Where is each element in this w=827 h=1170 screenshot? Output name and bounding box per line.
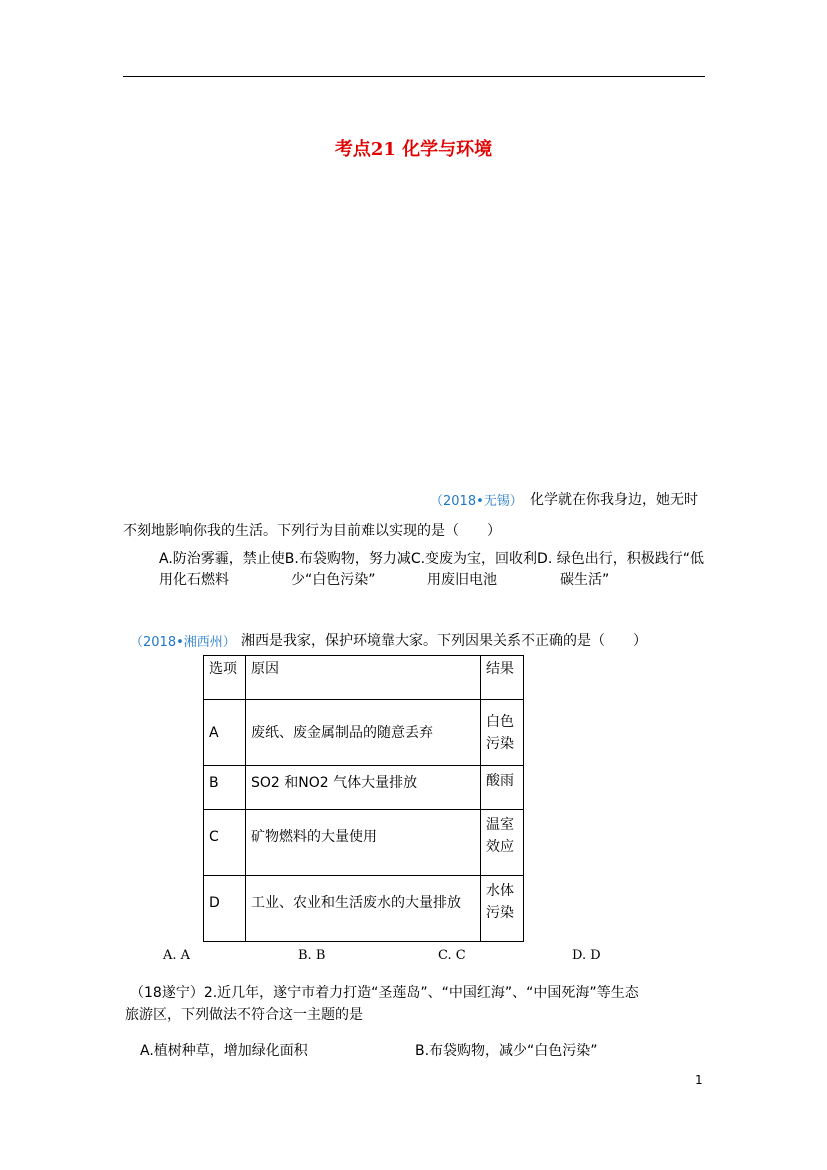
header-result: 结果 xyxy=(481,656,524,700)
row-option: D xyxy=(204,876,246,942)
q2-answer-b: B. B xyxy=(298,948,326,963)
page-number: 1 xyxy=(695,1073,703,1087)
q3-stem-line2: 旅游区，下列做法不符合这一主题的是 xyxy=(125,1007,363,1023)
row-result xyxy=(481,810,524,876)
row-result xyxy=(481,876,524,942)
header-option: 选项 xyxy=(204,656,246,700)
table-row xyxy=(204,700,524,766)
table-row xyxy=(204,810,524,876)
row-result xyxy=(481,766,524,810)
row-result-line2: 污染 xyxy=(486,905,514,921)
q1-option-c-cont: 用废旧电池 xyxy=(427,572,497,588)
q1-source: （2018•无锡） xyxy=(430,494,523,509)
row-cause: SO2 和NO2 气体大量排放 xyxy=(246,766,481,810)
q2-answer-a: A. A xyxy=(163,948,191,963)
q3-option-a: A.植树种草，增加绿化面积 xyxy=(140,1043,308,1059)
table-header-row xyxy=(204,656,524,700)
row-option: B xyxy=(204,766,246,810)
q3-stem-line1: （18遂宁）2.近几年，遂宁市着力打造“圣莲岛”、“中国红海”、“中国死海”等生态 xyxy=(130,985,639,1001)
cause-effect-table xyxy=(203,655,524,942)
row-result xyxy=(481,700,524,766)
header-cause: 原因 xyxy=(246,656,481,700)
q1-options-row1: A.防治雾霾，禁止使B.布袋购物，努力减C.变废为宝，回收利D. 绿色出行，积极践行“低 xyxy=(159,551,704,567)
header-rule xyxy=(123,76,705,77)
row-option: C xyxy=(204,810,246,876)
row-result-line1: 酸雨 xyxy=(486,773,514,789)
q1-stem-line2: 不刻地影响你我的生活。下列行为目前难以实现的是（ ） xyxy=(123,523,501,539)
q2-answer-c: C. C xyxy=(438,948,466,963)
row-cause: 废纸、废金属制品的随意丢弃 xyxy=(246,700,481,766)
q2-stem: 湘西是我家，保护环境靠大家。下列因果关系不正确的是（ ） xyxy=(241,633,647,649)
q2-source: （2018•湘西州） xyxy=(130,635,236,650)
table-row xyxy=(204,766,524,810)
row-result-line2: 效应 xyxy=(486,839,514,855)
q2-answer-d: D. D xyxy=(572,948,601,963)
q1-option-d-cont: 碳生活” xyxy=(560,572,610,588)
row-cause: 工业、农业和生活废水的大量排放 xyxy=(246,876,481,942)
q1-option-a-cont: 用化石燃料 xyxy=(159,572,229,588)
row-option: A xyxy=(204,700,246,766)
row-result-line1: 温室 xyxy=(486,817,514,833)
row-result-line1: 白色 xyxy=(486,713,514,730)
row-cause: 矿物燃料的大量使用 xyxy=(246,810,481,876)
q1-stem-line1: 化学就在你我身边，她无时 xyxy=(530,492,698,508)
q3-option-b: B.布袋购物，减少“白色污染” xyxy=(415,1043,598,1059)
row-result-line1: 水体 xyxy=(486,883,514,899)
row-result-line2: 污染 xyxy=(486,735,514,752)
q1-option-b-cont: 少“白色污染” xyxy=(291,572,376,588)
page-title: 考点21 化学与环境 xyxy=(334,139,493,160)
table-row xyxy=(204,876,524,942)
